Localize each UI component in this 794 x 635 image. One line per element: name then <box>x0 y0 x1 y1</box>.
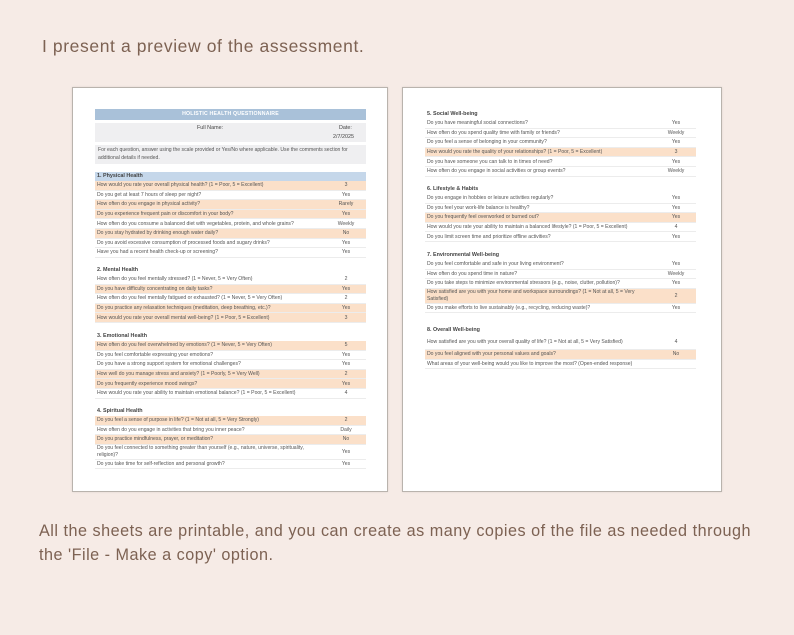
answer-cell[interactable]: Yes <box>341 285 351 292</box>
section-heading: 7. Environmental Well-being <box>427 252 500 258</box>
question-row <box>95 426 366 436</box>
question-row <box>95 200 366 210</box>
question-row <box>95 445 366 460</box>
question-text: Do you have difficulty concentrating on daily tasks? <box>97 285 213 292</box>
section-heading: 4. Spiritual Health <box>97 408 143 414</box>
question-row <box>425 304 696 314</box>
section-heading: 1. Physical Health <box>95 172 366 181</box>
answer-cell[interactable]: Yes <box>341 461 351 468</box>
question-text: Do you frequently feel overworked or burned out? <box>427 214 539 221</box>
question-row <box>425 289 696 304</box>
answer-cell[interactable]: 5 <box>344 342 348 349</box>
answer-cell[interactable]: 2 <box>344 276 348 283</box>
question-row <box>95 229 366 239</box>
question-text: Do you get at least 7 hours of sleep per night? <box>97 191 202 198</box>
question-row <box>425 260 696 270</box>
answer-cell[interactable]: Yes <box>671 214 681 221</box>
question-row <box>95 304 366 314</box>
question-row <box>425 223 696 233</box>
question-text: How often do you feel mentally fatigued or exhausted? (1 = Never, 5 = Very Often) <box>97 295 283 302</box>
answer-cell[interactable]: Yes <box>671 139 681 146</box>
answer-cell[interactable]: No <box>672 351 680 358</box>
question-row <box>95 275 366 285</box>
question-row <box>425 138 696 148</box>
section-emotional-health <box>95 332 366 399</box>
question-row <box>95 210 366 220</box>
answer-cell[interactable]: Yes <box>341 191 351 198</box>
question-text: How often do you feel mentally stressed? (1 = Never, 5 = Very Often) <box>97 276 253 283</box>
answer-cell[interactable]: 3 <box>674 149 678 156</box>
question-text: Do you take time for self-reflection and personal growth? <box>97 461 225 468</box>
questionnaire-sheet-page-2 <box>402 87 722 492</box>
question-row <box>425 129 696 139</box>
question-row <box>95 219 366 229</box>
question-row <box>425 194 696 204</box>
answer-cell[interactable]: Yes <box>671 233 681 240</box>
question-row <box>95 239 366 249</box>
answer-cell[interactable]: Yes <box>671 261 681 268</box>
question-text: Do you take steps to minimize environmental stressors (e.g., noise, clutter, pollution)? <box>427 280 620 287</box>
answer-cell[interactable]: Yes <box>341 380 351 387</box>
answer-cell[interactable]: 2 <box>674 292 678 299</box>
answer-cell[interactable]: 3 <box>344 182 348 189</box>
question-text: How satisfied are you with your overall quality of life? (1 = Not at all, 5 = Very Satisfied) <box>427 338 623 345</box>
section-heading: 6. Lifestyle & Habits <box>427 186 479 192</box>
question-text: Do you experience frequent pain or discomfort in your body? <box>97 211 234 218</box>
question-text: How would you rate your ability to maintain a balanced lifestyle? (1 = Poor, 5 = Excellent) <box>427 224 628 231</box>
question-row <box>425 360 696 370</box>
question-text: Do you feel a sense of belonging in your community? <box>427 139 547 146</box>
question-text: Do you feel aligned with your personal values and goals? <box>427 351 556 358</box>
question-text: Do you feel your work-life balance is healthy? <box>427 204 530 211</box>
section-physical-health <box>95 172 366 258</box>
answer-cell[interactable]: Yes <box>341 361 351 368</box>
answer-cell[interactable]: Weekly <box>667 270 685 277</box>
question-row <box>95 389 366 399</box>
question-row <box>425 350 696 360</box>
question-row <box>425 213 696 223</box>
question-row <box>95 351 366 361</box>
question-text: Do you practice any relaxation techniques (meditation, deep breathing, etc.)? <box>97 305 271 312</box>
question-row <box>95 360 366 370</box>
answer-cell[interactable]: 3 <box>344 314 348 321</box>
question-text: How often do you engage in social activities or group events? <box>427 168 566 175</box>
answer-cell[interactable]: 2 <box>344 371 348 378</box>
question-text: Do you have meaningful social connections? <box>427 120 528 127</box>
answer-cell[interactable]: Yes <box>671 195 681 202</box>
question-text: What areas of your well-being would you like to improve the most? (Open-ended response) <box>427 360 633 367</box>
question-row <box>425 167 696 177</box>
answer-cell[interactable]: Yes <box>341 305 351 312</box>
question-text: Do you have a strong support system for emotional challenges? <box>97 361 241 368</box>
question-text: How would you rate your overall physical health? (1 = Poor, 5 = Excellent) <box>97 182 264 189</box>
answer-cell[interactable]: Yes <box>341 351 351 358</box>
question-text: Do you feel connected to something greater than yourself (e.g., nature, universe, spirituality, religion)? <box>97 445 304 458</box>
section-lifestyle-habits <box>425 185 696 242</box>
question-row <box>425 204 696 214</box>
answer-cell[interactable]: 2 <box>344 417 348 424</box>
section-heading: 5. Social Well-being <box>427 111 478 117</box>
question-text: Do you practice mindfulness, prayer, or meditation? <box>97 436 214 443</box>
questionnaire-sheet-page-1 <box>72 87 388 492</box>
question-row <box>425 148 696 158</box>
question-text: Do you feel comfortable and safe in your living environment? <box>427 261 564 268</box>
question-row <box>425 232 696 242</box>
question-row <box>95 435 366 445</box>
question-row <box>425 157 696 167</box>
answer-cell[interactable]: Weekly <box>337 220 355 227</box>
answer-cell[interactable]: Weekly <box>667 129 685 136</box>
answer-cell[interactable]: Yes <box>671 280 681 287</box>
question-row <box>95 285 366 295</box>
question-row <box>95 313 366 323</box>
question-text: How would you rate your overall mental well-being? (1 = Poor, 5 = Excellent) <box>97 314 270 321</box>
answer-cell[interactable]: No <box>342 436 350 443</box>
question-text: How often do you engage in physical activity? <box>97 201 201 208</box>
question-row <box>95 370 366 380</box>
instructions-text: For each question, answer using the scale provided or Yes/No where applicable. Use the comments section for additional details if needed. <box>95 145 366 164</box>
question-text: How often do you consume a balanced diet with vegetables, protein, and whole grains? <box>97 220 294 227</box>
section-heading: 3. Emotional Health <box>97 333 148 339</box>
preview-heading: I present a preview of the assessment. <box>42 36 365 56</box>
question-text: How would you rate your ability to maintain emotional balance? (1 = Poor, 5 = Excellent) <box>97 390 296 397</box>
question-row <box>425 279 696 289</box>
question-text: How satisfied are you with your home and workspace surroundings? (1 = Not at all, 5 = Very Satisfied) <box>427 289 635 302</box>
question-text: How well do you manage stress and anxiety? (1 = Poorly, 5 = Very Well) <box>97 371 260 378</box>
question-text: Do you limit screen time and prioritize offline activities? <box>427 233 551 240</box>
question-text: Do you avoid excessive consumption of processed foods and sugary drinks? <box>97 239 270 246</box>
question-text: Do you feel comfortable expressing your emotions? <box>97 351 214 358</box>
question-text: How often do you engage in activities that bring you inner peace? <box>97 426 245 433</box>
question-text: Have you had a recent health check-up or screening? <box>97 249 218 256</box>
question-row <box>425 335 696 350</box>
section-heading: 8. Overall Well-being <box>427 327 480 333</box>
question-row <box>95 181 366 191</box>
question-row <box>95 341 366 351</box>
date-value: 2/7/2025 <box>333 134 354 140</box>
question-row <box>95 248 366 258</box>
printable-note: All the sheets are printable, and you can create as many copies of the file as needed through the 'File - Make a copy' option. <box>39 522 751 564</box>
answer-cell[interactable]: Weekly <box>667 168 685 175</box>
questionnaire-title: HOLISTIC HEALTH QUESTIONNAIRE <box>95 109 366 120</box>
question-text: Do you make efforts to live sustainably (e.g., recycling, reducing waste)? <box>427 305 591 312</box>
question-text: Do you stay hydrated by drinking enough water daily? <box>97 230 219 237</box>
question-row <box>95 460 366 470</box>
question-text: How often do you feel overwhelmed by emotions? (1 = Never, 5 = Very Often) <box>97 342 272 349</box>
question-text: How would you rate the quality of your relationships? (1 = Poor, 5 = Excellent) <box>427 149 603 156</box>
answer-cell[interactable]: 4 <box>344 390 348 397</box>
question-text: How often do you spend quality time with family or friends? <box>427 129 560 136</box>
question-text: Do you feel a sense of purpose in life? (1 = Not at all, 5 = Very Strongly) <box>97 417 259 424</box>
answer-cell[interactable]: Rarely <box>338 201 354 208</box>
section-social-wellbeing <box>425 110 696 177</box>
question-row <box>425 119 696 129</box>
section-heading: 2. Mental Health <box>97 267 139 273</box>
section-spiritual-health <box>95 407 366 469</box>
section-overall-wellbeing <box>425 326 696 369</box>
answer-cell[interactable]: 2 <box>344 295 348 302</box>
full-name-label: Full Name: <box>197 125 224 131</box>
question-text: Do you have someone you can talk to in times of need? <box>427 158 553 165</box>
answer-cell[interactable]: Daily <box>340 426 352 433</box>
question-row <box>95 191 366 201</box>
question-text: How often do you spend time in nature? <box>427 270 518 277</box>
question-row <box>95 416 366 426</box>
answer-cell[interactable]: Yes <box>671 305 681 312</box>
question-row <box>95 379 366 389</box>
answer-cell[interactable]: Yes <box>341 239 351 246</box>
answer-cell[interactable]: Yes <box>341 448 351 455</box>
answer-cell[interactable]: Yes <box>671 120 681 127</box>
answer-cell[interactable]: 4 <box>674 224 678 231</box>
answer-cell[interactable]: 4 <box>674 339 678 345</box>
question-text: Do you frequently experience mood swings? <box>97 380 198 387</box>
answer-cell[interactable]: Yes <box>341 249 351 256</box>
question-row <box>425 270 696 280</box>
answer-cell[interactable]: Yes <box>671 158 681 165</box>
question-text: Do you engage in hobbies or leisure activities regularly? <box>427 195 554 202</box>
date-label: Date: <box>339 125 352 131</box>
header-info-box <box>95 123 366 142</box>
answer-cell[interactable]: No <box>342 230 350 237</box>
section-environmental-wellbeing <box>425 251 696 313</box>
question-row <box>95 294 366 304</box>
answer-cell[interactable]: Yes <box>671 204 681 211</box>
answer-cell[interactable]: Yes <box>341 211 351 218</box>
section-mental-health <box>95 266 366 323</box>
